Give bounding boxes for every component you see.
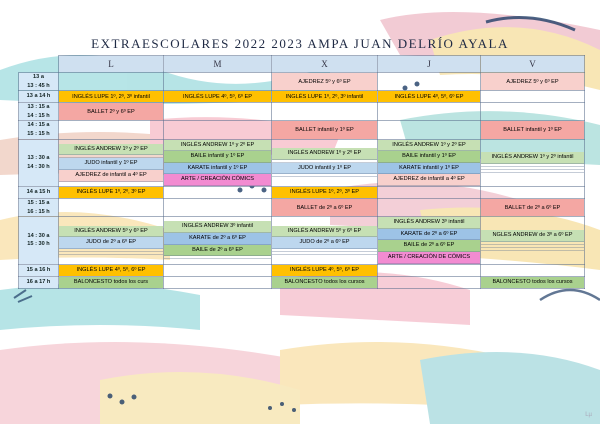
time-slot-label: 13 : 45 h [27,82,50,89]
schedule-row [19,264,585,276]
activity-cell: INGLÉS ANDREW 5º y 6º EP [272,226,377,238]
activity-cell [378,103,481,121]
schedule-row [19,198,585,216]
activity-cell: BALLET infantil y 1º EP [272,121,378,139]
activity-cell: KARATE infantil y 1º EP [164,163,271,175]
activity-cell: INGLÉS LUPE 1º, 2º, 3º infantil [59,91,164,103]
day-header: J [378,56,481,73]
activity-cell [164,198,272,216]
time-slot-label: 14 : 15 a [27,122,50,129]
schedule-row [19,276,585,288]
activity-cell: BAILE infantil y 1º EP [164,151,271,163]
day-header: M [164,56,272,73]
schedule-row [19,186,585,198]
time-slot-label: 15 : 15 a [27,199,50,206]
activity-cell: INGLÉS ANDREW 3º infantil [378,217,480,229]
activity-cell: JUDO de 2º a 6º EP [59,237,163,249]
activity-cell: KARATE infantil y 1º EP [378,163,480,175]
activity-cell [164,186,272,198]
day-header: V [481,56,585,73]
activity-cell [272,174,377,177]
activity-cell [378,186,481,198]
activity-cell: INGLÉS LUPE 4º, 5º, 6º EP [272,264,378,276]
activity-stack [164,217,272,264]
time-slot-label: 14 a 15 h [26,189,51,196]
activity-cell: NGLES ANDREW de 3º a 6º EP [481,230,584,242]
activity-cell [272,252,377,255]
time-slot-label: 13 : 30 a [27,155,50,162]
activity-cell [164,264,272,276]
activity-cell: BALONCESTO todos los cursos [481,276,585,288]
activity-cell: KARATE de 2º a 6º EP [164,233,271,245]
activity-cell: AJEDREZ 5º y 6º EP [481,73,585,91]
activity-cell [272,103,378,121]
activity-cell: AJEDREZ de infantil a 4º EP [59,170,163,182]
activity-cell: ARTE / CREACIÓN DE CÓMICS [378,252,480,264]
activity-cell: KARATE de 2º a 6º EP [378,229,480,241]
schedule-row [19,121,585,139]
activity-cell [59,252,163,255]
time-slot [19,73,59,91]
activity-cell: BALLET infantil y 1º EP [481,121,585,139]
activity-cell [481,170,584,173]
time-slot [19,264,59,276]
schedule-row [19,217,585,264]
activity-cell [481,186,585,198]
time-slot [19,186,59,198]
activity-cell: AJEDREZ 5º y 6º EP [272,73,378,91]
activity-cell [59,121,164,139]
activity-cell: INGLÉS ANDREW 1º y 2º EP [164,140,271,152]
time-slot [19,121,59,139]
activity-cell: INGLÉS ANDREW 3º infantil [164,221,271,233]
activity-cell: BAILE infantil y 1º EP [378,151,480,163]
activity-cell: INGLÉS LUPE 4º, 5º, 6º EP [378,91,481,103]
activity-cell: INGLÉS ANDREW 1º y 2º EP [272,148,377,160]
activity-cell [481,91,585,103]
activity-cell: INGLÉS ANDREW 1º y 2º EP [59,144,163,156]
activity-cell: BALLET de 2º a 6º EP [272,198,378,216]
activity-cell [59,198,164,216]
time-slot-label: 13 : 15 a [27,104,50,111]
activity-stack [378,139,481,186]
time-slot-label: 16 a 17 h [26,278,51,285]
schedule-table [18,55,585,289]
time-slot-label: 15 : 30 h [27,241,50,248]
activity-cell: JUDO infantil y 1º EP [59,158,163,170]
corner-mark: Lµ [585,412,592,418]
activity-cell [481,264,585,276]
activity-cell [164,256,271,259]
activity-cell [378,276,481,288]
activity-cell: INGLÉS LUPE 1º, 2º, 3º EP [272,186,378,198]
activity-cell [481,248,584,251]
activity-cell: INGLÉS LUPE 4º, 5º, 6º EP [164,91,272,103]
time-slot [19,91,59,103]
activity-cell: INGLÉS LUPE 1º, 2º, 3º EP [59,186,164,198]
day-header: L [59,56,164,73]
activity-cell [481,103,585,121]
time-slot [19,198,59,216]
activity-cell: INGLÉS LUPE 1º, 2º, 3º infantil [272,91,378,103]
activity-cell [378,264,481,276]
time-slot [19,139,59,186]
activity-cell: JUDO de 2º a 6º EP [272,237,377,249]
schedule-row [19,91,585,103]
time-slot [19,217,59,264]
activity-stack [272,217,378,264]
activity-cell: INGLÉS LUPE 4º, 5º, 6º EP [59,264,164,276]
activity-cell [164,121,272,139]
activity-cell: BALONCESTO todos los curs [59,276,164,288]
activity-cell [164,73,272,91]
activity-stack [378,217,481,264]
activity-cell [164,103,272,121]
schedule-row [19,73,585,91]
activity-cell: BAILE de 2º a 6º EP [378,240,480,252]
time-slot-label: 15 : 15 h [27,130,50,137]
time-slot-label: 13 a 14 h [26,93,51,100]
activity-stack [272,139,378,186]
activity-cell [59,73,164,91]
activity-stack [164,139,272,186]
time-slot-label: 14 : 30 h [27,163,50,170]
activity-stack [59,139,164,186]
corner-cell [19,56,59,73]
activity-cell: INGLÉS ANDREW 5º y 6º EP [59,226,163,238]
activity-stack [481,217,585,264]
time-slot-label: 15 a 16 h [26,266,51,273]
day-header: X [272,56,378,73]
activity-cell: ARTE / CREACIÓN CÓMICS [164,174,271,186]
time-slot-label: 16 : 15 h [27,208,50,215]
time-slot [19,103,59,121]
header-row [19,56,585,73]
activity-cell: BALLET de 2º a 6º EP [481,198,585,216]
time-slot [19,276,59,288]
activity-cell: BALONCESTO todos los cursos [272,276,378,288]
time-slot-label: 13 a [33,74,44,80]
schedule-row [19,139,585,186]
page-title: EXTRAESCOLARES 2022 2023 AMPA JUAN DELRÍO AYALA [91,36,509,51]
activity-stack [481,139,585,186]
activity-cell [378,198,481,216]
time-slot-label: 14 : 30 a [27,232,50,239]
activity-cell: INGLÉS ANDREW 1º y 2º EP [378,140,480,152]
activity-cell: INGLÉS ANDREW 1º y 2º infantil [481,152,584,164]
schedule-row [19,103,585,121]
activity-cell [164,276,272,288]
activity-cell: BALLET 2º y 6º EP [59,103,164,121]
activity-cell: AJEDREZ de infantil a 4º EP [378,174,480,186]
activity-cell: BAILE de 2º a 6º EP [164,245,271,257]
activity-cell [378,121,481,139]
activity-cell: JUDO infantil y 1º EP [272,163,377,175]
time-slot-label: 14 : 15 h [27,112,50,119]
activity-cell [378,73,481,91]
activity-stack [59,217,164,264]
